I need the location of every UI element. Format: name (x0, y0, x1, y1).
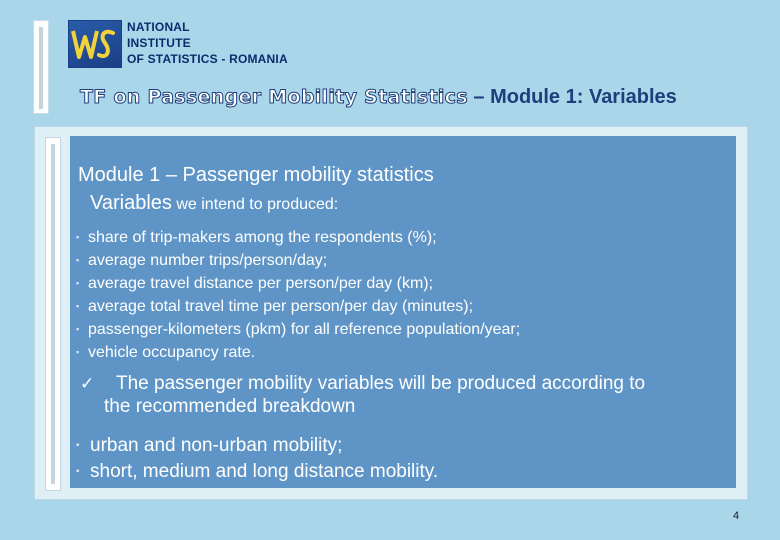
organization-name (127, 19, 288, 67)
slide-title (80, 86, 677, 109)
variable-text: passenger-kilometers (pkm) for all reference population/year; (88, 321, 521, 338)
variable-text: vehicle occupancy rate. (88, 344, 256, 361)
list-item (76, 272, 520, 295)
list-item (76, 459, 438, 485)
list-item (76, 433, 438, 459)
list-item (76, 318, 520, 341)
title-outlined: TF on Passenger Mobility Statistics (80, 86, 468, 108)
list-item (76, 341, 520, 364)
variable-text: average number trips/person/day; (88, 252, 328, 269)
org-line-1: NATIONAL (127, 20, 190, 34)
note-line-1: The passenger mobility variables will be produced according to (116, 373, 646, 394)
ins-logo-icon (68, 20, 122, 68)
list-item (76, 295, 520, 318)
decorative-bar-side (45, 137, 61, 491)
breakdown-list (76, 433, 438, 485)
module-heading: Module 1 – Passenger mobility statistics (78, 164, 434, 186)
bullet-icon: ▪ (76, 466, 80, 477)
note-line-2: the recommended breakdown (104, 396, 356, 417)
list-item (76, 226, 520, 249)
bullet-icon: ▪ (76, 232, 80, 242)
bullet-icon: ▪ (76, 440, 80, 451)
variables-heading-small: we intend to produced: (171, 196, 339, 213)
org-line-2: INSTITUTE (127, 36, 191, 50)
checkmark-icon: ✓ (80, 374, 95, 394)
org-line-3: OF STATISTICS - ROMANIA (127, 52, 288, 66)
bullet-icon: ▪ (76, 347, 80, 357)
bullet-icon: ▪ (76, 278, 80, 288)
bullet-icon: ▪ (76, 255, 80, 265)
breakdown-note (104, 372, 734, 418)
variables-heading (90, 192, 338, 215)
variable-text: average total travel time per person/per day (minutes); (88, 298, 474, 315)
breakdown-text: urban and non-urban mobility; (90, 435, 343, 456)
variables-list (76, 226, 520, 364)
decorative-bar-top (33, 20, 49, 114)
variables-heading-main: Variables (90, 192, 172, 214)
bullet-icon: ▪ (76, 324, 80, 334)
list-item (76, 249, 520, 272)
variable-text: average travel distance per person/per day (km); (88, 275, 434, 292)
variable-text: share of trip-makers among the respondents (%); (88, 229, 437, 246)
breakdown-text: short, medium and long distance mobility. (90, 461, 439, 482)
title-rest: – Module 1: Variables (467, 86, 677, 108)
bullet-icon: ▪ (76, 301, 80, 311)
page-number: 4 (733, 510, 740, 522)
